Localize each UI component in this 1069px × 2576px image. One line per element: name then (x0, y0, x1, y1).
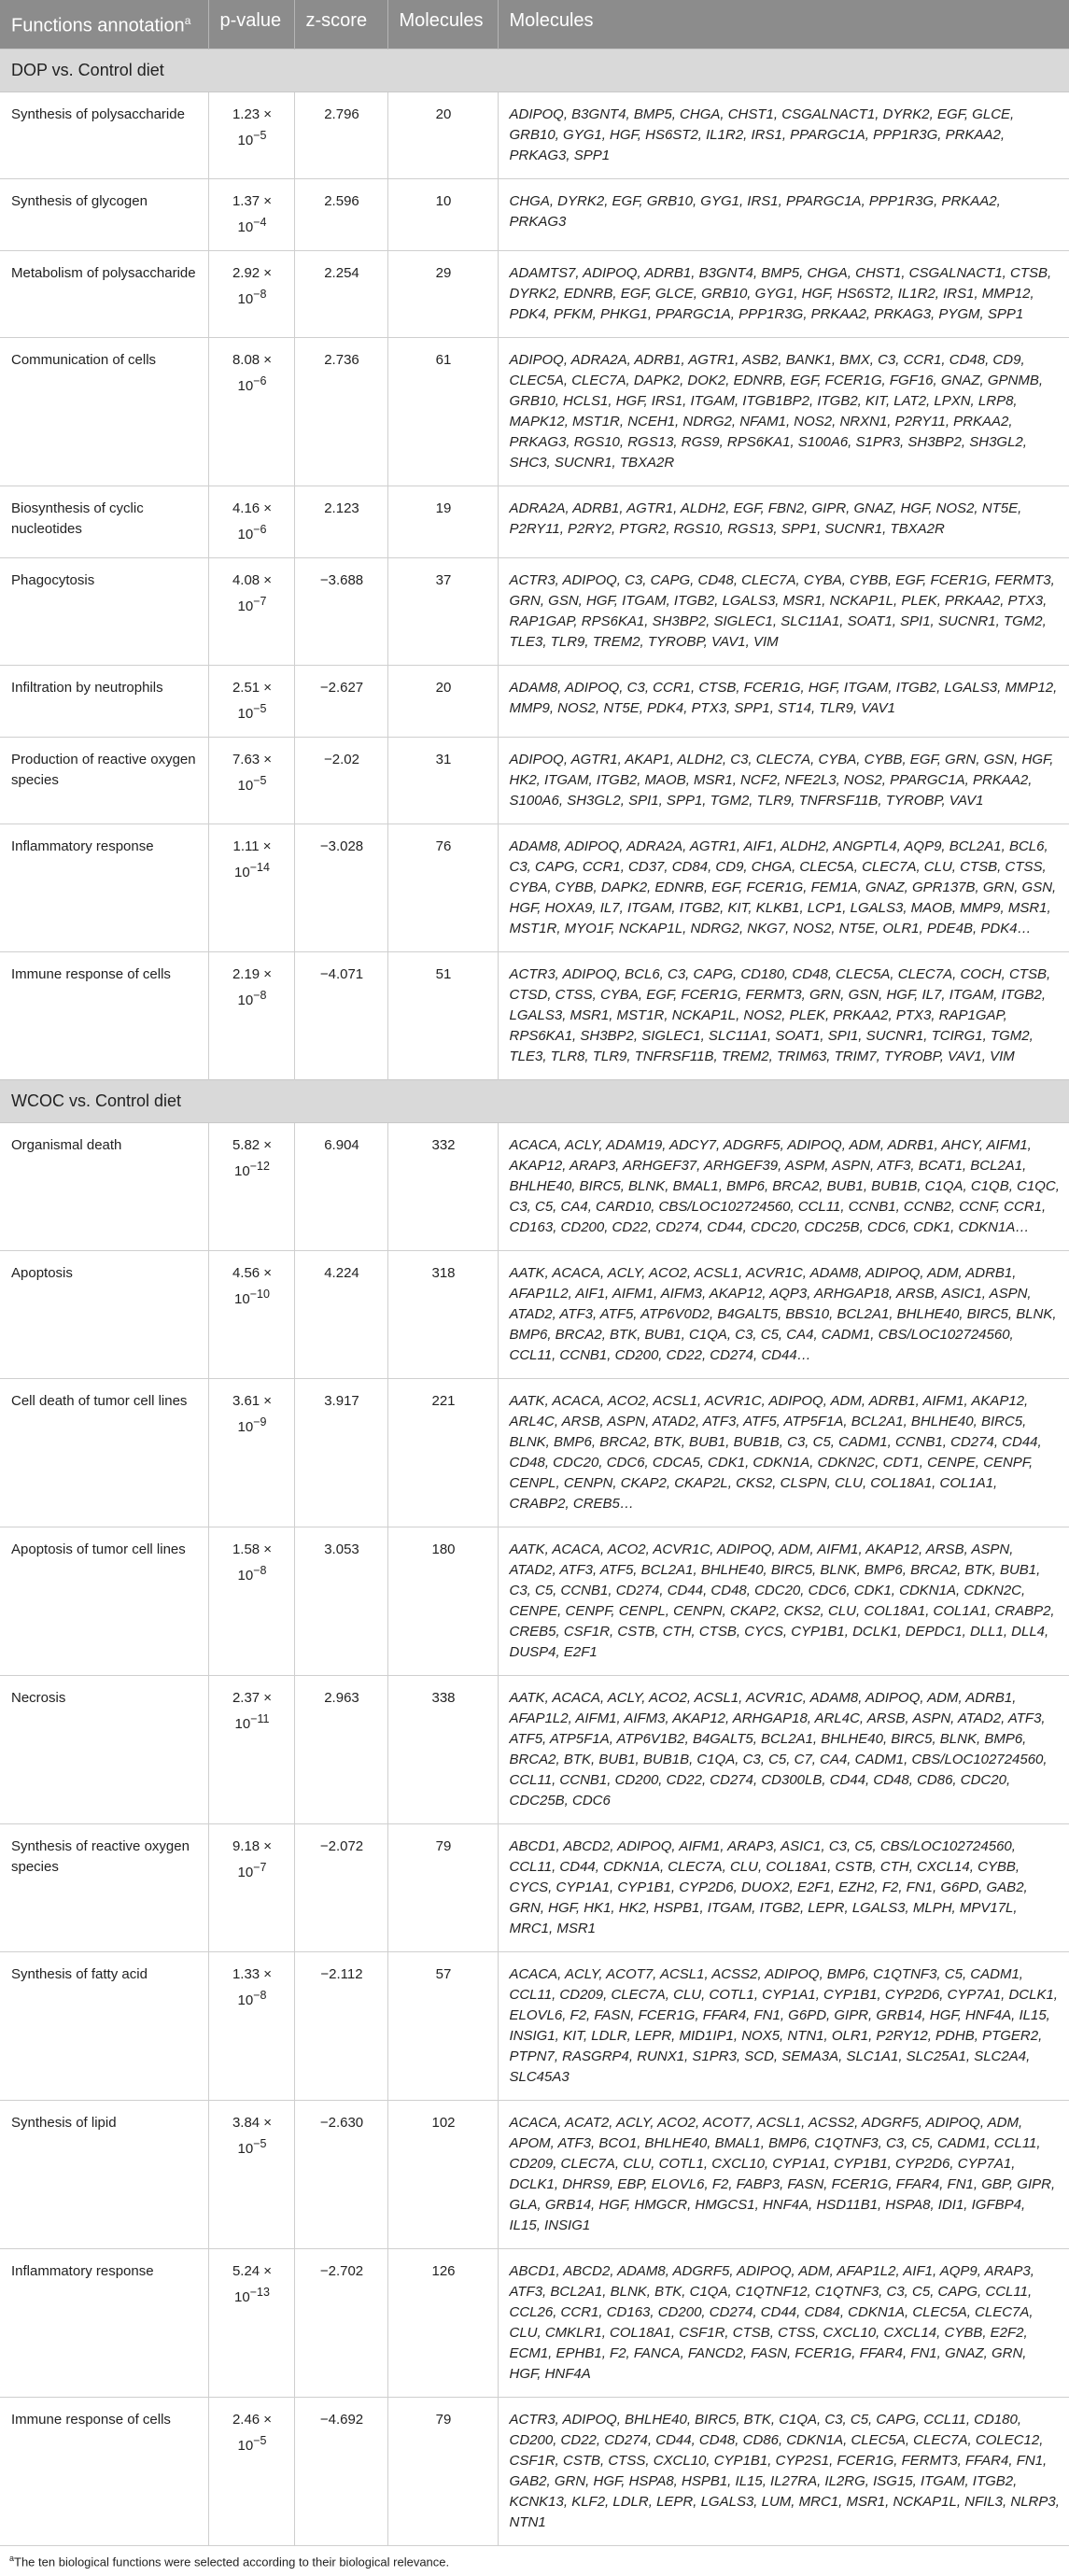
table-row (0, 1250, 1069, 1378)
p-value-exponent: −5 (253, 2433, 267, 2447)
z-score: 2.736 (294, 337, 387, 486)
molecule-list: ACTR3, ADIPOQ, BCL6, C3, CAPG, CD180, CD48, CLEC5A, CLEC7A, COCH, CTSB, CTSD, CTSS, CYBA, EGF, FCER1G, FERMT3, GRN, GSN, HGF, IL7, ITGAM, ITGB2, LGALS3, MSR1, MST1R, NCKAP1L, NOS2, PLEK, PRKAA2, PTX3, RAP1GAP, RPS6KA1, SH3BP2, SIGLEC1, SLC11A1, SOAT1, SPI1, SUCNR1, TCIRG1, TGM2, TLE3, TLR8, TLR9, TNFRSF11B, TREM2, TRIM63, TRIM7, TYROBP, VAV1, VIM (498, 951, 1069, 1079)
function-name: Synthesis of lipid (0, 2100, 208, 2248)
p-value (208, 1675, 294, 1823)
p-value (208, 178, 294, 250)
p-value-mantissa: 3.61 × 10 (232, 1392, 273, 1435)
function-name: Apoptosis (0, 1250, 208, 1378)
z-score: −2.630 (294, 2100, 387, 2248)
p-value-exponent: −12 (249, 1159, 270, 1173)
table-row (0, 91, 1069, 178)
p-value-mantissa: 1.23 × 10 (232, 106, 273, 148)
table-row (0, 1823, 1069, 1951)
p-value-mantissa: 2.19 × 10 (232, 965, 273, 1008)
molecule-count: 61 (387, 337, 498, 486)
p-value (208, 486, 294, 557)
table-row (0, 823, 1069, 951)
function-name: Phagocytosis (0, 557, 208, 665)
z-score: −3.688 (294, 557, 387, 665)
molecule-count: 10 (387, 178, 498, 250)
function-name: Production of reactive oxygen species (0, 737, 208, 823)
p-value-mantissa: 5.82 × 10 (232, 1136, 273, 1179)
z-score: 6.904 (294, 1122, 387, 1250)
molecule-list: ADIPOQ, B3GNT4, BMP5, CHGA, CHST1, CSGALNACT1, DYRK2, EGF, GLCE, GRB10, GYG1, HGF, HS6ST2, IL1R2, IRS1, PPARGC1A, PPP1R3G, PRKAA2, PRKAG3, SPP1 (498, 91, 1069, 178)
molecule-count: 20 (387, 91, 498, 178)
molecule-count: 57 (387, 1951, 498, 2100)
footnote-mark: a (9, 2553, 15, 2563)
p-value (208, 91, 294, 178)
molecule-list: ADAM8, ADIPOQ, ADRA2A, AGTR1, AIF1, ALDH2, ANGPTL4, AQP9, BCL2A1, BCL6, C3, CAPG, CCR1, CD37, CD84, CD9, CHGA, CLEC5A, CLEC7A, CLU, CTSB, CTSS, CYBA, CYBB, DAPK2, EDNRB, EGF, FCER1G, FEM1A, GNAZ, GPR137B, GRN, GSN, HGF, HOXA9, IL7, ITGAM, ITGB2, KIT, KLKB1, LCP1, LGALS3, MAOB, MMP9, MSR1, MST1R, MYO1F, NCKAP1L, NDRG2, NKG7, NOS2, NT5E, OLR1, PDE4B, PDK4… (498, 823, 1069, 951)
z-score: 3.053 (294, 1527, 387, 1675)
molecule-list: ACACA, ACAT2, ACLY, ACO2, ACOT7, ACSL1, ACSS2, ADGRF5, ADIPOQ, ADM, APOM, ATF3, BCO1, BHLHE40, BMAL1, BMP6, C1QTNF3, C3, C5, CADM1, CCL11, CD209, CLEC7A, CLU, COTL1, CXCL10, CYP1A1, CYP1B1, CYP2D6, CYP7A1, DCLK1, DHRS9, EBP, ELOVL6, F2, FABP3, FASN, FCER1G, FFAR4, FN1, GBP, GIPR, GLA, GRB14, HGF, HMGCR, HMGCS1, HNF4A, HSD11B1, HSPA8, IDI1, IGFBP4, IL15, INSIG1 (498, 2100, 1069, 2248)
p-value-mantissa: 1.58 × 10 (232, 1541, 273, 1584)
molecule-count: 19 (387, 486, 498, 557)
table-row (0, 250, 1069, 337)
z-score: 2.596 (294, 178, 387, 250)
p-value-exponent: −5 (253, 128, 267, 142)
table-body (0, 49, 1069, 2545)
p-value-exponent: −7 (253, 1860, 267, 1874)
table-row (0, 1675, 1069, 1823)
molecule-count: 102 (387, 2100, 498, 2248)
function-name: Inflammatory response (0, 823, 208, 951)
table-header (0, 0, 1069, 49)
z-score: −4.071 (294, 951, 387, 1079)
function-name: Synthesis of reactive oxygen species (0, 1823, 208, 1951)
molecule-list: ADIPOQ, AGTR1, AKAP1, ALDH2, C3, CLEC7A, CYBA, CYBB, EGF, GRN, GSN, HGF, HK2, ITGAM, ITGB2, MAOB, MSR1, NCF2, NFE2L3, NOS2, PPARGC1A, PRKAA2, S100A6, SH3GL2, SPI1, SPP1, TGM2, TLR9, TNFRSF11B, TYROBP, VAV1 (498, 737, 1069, 823)
p-value (208, 250, 294, 337)
p-value-mantissa: 2.51 × 10 (232, 679, 273, 722)
p-value-exponent: −10 (249, 1287, 270, 1301)
p-value-mantissa: 3.84 × 10 (232, 2114, 273, 2157)
header-footnote-mark: a (184, 14, 191, 27)
p-value-exponent: −5 (253, 773, 267, 787)
molecule-list: ABCD1, ABCD2, ADIPOQ, AIFM1, ARAP3, ASIC1, C3, C5, CBS/LOC102724560, CCL11, CD44, CDKN1A, CLEC7A, CLU, COL18A1, CSTB, CTH, CXCL14, CYBB, CYCS, CYP1A1, CYP1B1, CYP2D6, DUOX2, E2F1, EZH2, F2, FN1, G6PD, GAB2, GRN, HGF, HK1, HK2, HSPB1, ITGAM, ITGB2, LEPR, LGALS3, MLPH, MPV17L, MRC1, MSR1 (498, 1823, 1069, 1951)
molecule-count: 79 (387, 1823, 498, 1951)
molecule-list: ACTR3, ADIPOQ, C3, CAPG, CD48, CLEC7A, CYBA, CYBB, EGF, FCER1G, FERMT3, GRN, GSN, HGF, ITGAM, ITGB2, LGALS3, MSR1, NCKAP1L, PLEK, PRKAA2, PTX3, RAP1GAP, RPS6KA1, SH3BP2, SIGLEC1, SLC11A1, SOAT1, SPI1, SUCNR1, TGM2, TLE3, TLR9, TREM2, TYROBP, VAV1, VIM (498, 557, 1069, 665)
p-value-mantissa: 8.08 × 10 (232, 351, 273, 394)
molecule-list: ADRA2A, ADRB1, AGTR1, ALDH2, EGF, FBN2, GIPR, GNAZ, HGF, NOS2, NT5E, P2RY11, P2RY2, PTGR2, RGS10, RGS13, SPP1, SUCNR1, TBXA2R (498, 486, 1069, 557)
molecule-list: ADAM8, ADIPOQ, C3, CCR1, CTSB, FCER1G, HGF, ITGAM, ITGB2, LGALS3, MMP12, MMP9, NOS2, NT5E, PDK4, PTX3, SPP1, ST14, TLR9, VAV1 (498, 665, 1069, 737)
p-value-exponent: −8 (253, 1563, 267, 1577)
p-value-exponent: −13 (249, 2285, 270, 2299)
table-row (0, 178, 1069, 250)
header-pvalue: p-value (208, 0, 294, 49)
z-score: −2.627 (294, 665, 387, 737)
p-value (208, 951, 294, 1079)
group-row (0, 1079, 1069, 1122)
p-value-mantissa: 4.16 × 10 (232, 500, 273, 542)
p-value-mantissa: 4.56 × 10 (232, 1264, 273, 1307)
p-value (208, 1250, 294, 1378)
z-score: −3.028 (294, 823, 387, 951)
molecule-list: AATK, ACACA, ACLY, ACO2, ACSL1, ACVR1C, ADAM8, ADIPOQ, ADM, ADRB1, AFAP1L2, AIF1, AIFM1, AIFM3, AKAP12, AQP3, ARHGAP18, ARSB, ASIC1, ASPN, ATAD2, ATF3, ATF5, ATP6V0D2, B4GALT5, BBS10, BCL2A1, BHLHE40, BIRC5, BLNK, BMP6, BRCA2, BTK, BUB1, C1QA, C3, C5, CA4, CADM1, CBS/LOC102724560, CCL11, CCNB1, CD200, CD22, CD274, CD44… (498, 1250, 1069, 1378)
molecule-count: 332 (387, 1122, 498, 1250)
p-value-mantissa: 4.08 × 10 (232, 571, 273, 614)
p-value-exponent: −8 (253, 988, 267, 1002)
table-row (0, 486, 1069, 557)
group-label: WCOC vs. Control diet (0, 1079, 1069, 1122)
table-row (0, 951, 1069, 1079)
z-score: 2.963 (294, 1675, 387, 1823)
table-row (0, 2248, 1069, 2397)
molecule-list: ABCD1, ABCD2, ADAM8, ADGRF5, ADIPOQ, ADM, AFAP1L2, AIF1, AQP9, ARAP3, ATF3, BCL2A1, BLNK, BTK, C1QA, C1QTNF12, C1QTNF3, C3, C5, CAPG, CCL11, CCL26, CCR1, CD163, CD200, CD274, CD44, CD84, CDKN1A, CLEC5A, CLEC7A, CLU, CMKLR1, COL18A1, CSF1R, CTSB, CTSS, CXCL10, CXCL14, CYBB, E2F2, ECM1, EPHB1, F2, FANCA, FANCD2, FASN, FCER1G, FFAR4, FN1, GNAZ, GRN, HGF, HNF4A (498, 2248, 1069, 2397)
function-name: Metabolism of polysaccharide (0, 250, 208, 337)
table-row (0, 2397, 1069, 2545)
function-name: Synthesis of glycogen (0, 178, 208, 250)
table-row (0, 1378, 1069, 1527)
molecule-count: 338 (387, 1675, 498, 1823)
molecule-count: 79 (387, 2397, 498, 2545)
function-name: Synthesis of polysaccharide (0, 91, 208, 178)
p-value (208, 737, 294, 823)
p-value-exponent: −5 (253, 701, 267, 715)
molecule-count: 29 (387, 250, 498, 337)
molecule-list: ACTR3, ADIPOQ, BHLHE40, BIRC5, BTK, C1QA, C3, C5, CAPG, CCL11, CD180, CD200, CD22, CD274, CD44, CD48, CD86, CDKN1A, CLEC5A, CLEC7A, COLEC12, CSF1R, CSTB, CTSS, CXCL10, CYP1B1, CYP2S1, FCER1G, FERMT3, FFAR4, FN1, GAB2, GRN, HGF, HSPA8, HSPB1, IL15, IL27RA, IL2RG, ISG15, ITGAM, ITGB2, KCNK13, KLF2, LDLR, LEPR, LGALS3, LUM, MRC1, MSR1, NCKAP1L, NFIL3, NLRP3, NTN1 (498, 2397, 1069, 2545)
p-value-mantissa: 2.37 × 10 (232, 1689, 273, 1732)
function-name: Organismal death (0, 1122, 208, 1250)
header-molecules-list: Molecules (498, 0, 1069, 49)
table-row (0, 557, 1069, 665)
footnote (0, 2545, 1069, 2576)
p-value-mantissa: 7.63 × 10 (232, 751, 273, 794)
header-molecules-count: Molecules (387, 0, 498, 49)
table-row (0, 2100, 1069, 2248)
p-value (208, 1823, 294, 1951)
molecule-count: 221 (387, 1378, 498, 1527)
molecule-list: AATK, ACACA, ACO2, ACSL1, ACVR1C, ADIPOQ, ADM, ADRB1, AIFM1, AKAP12, ARL4C, ARSB, ASPN, ATAD2, ATF3, ATF5, ATP5F1A, BCL2A1, BHLHE40, BIRC5, BLNK, BMP6, BRCA2, BTK, BUB1, BUB1B, C3, C5, CADM1, CCNB1, CD274, CD44, CD48, CDC20, CDC6, CDCA5, CDK1, CDKN1A, CDKN2C, CDT1, CENPE, CENPF, CENPL, CENPN, CKAP2, CKAP2L, CKS2, CLSPN, CLU, COL18A1, COL1A1, CRABP2, CREB5… (498, 1378, 1069, 1527)
p-value (208, 1122, 294, 1250)
z-score: 2.123 (294, 486, 387, 557)
p-value-exponent: −4 (253, 215, 267, 229)
function-name: Communication of cells (0, 337, 208, 486)
molecule-list: ACACA, ACLY, ACOT7, ACSL1, ACSS2, ADIPOQ, BMP6, C1QTNF3, C5, CADM1, CCL11, CD209, CLEC7A, CLU, COTL1, CYP1A1, CYP1B1, CYP2D6, CYP7A1, DCLK1, ELOVL6, F2, FASN, FCER1G, FFAR4, FN1, G6PD, GIPR, GRB14, HGF, HNF4A, IL15, INSIG1, KIT, LDLR, LEPR, MID1IP1, NOX5, NTN1, OLR1, P2RY12, PDHB, PTGER2, PTPN7, RASGRP4, RUNX1, S1PR3, SCD, SEMA3A, SLC1A1, SLC25A1, SLC2A4, SLC45A3 (498, 1951, 1069, 2100)
function-name: Immune response of cells (0, 2397, 208, 2545)
z-score: −4.692 (294, 2397, 387, 2545)
p-value-mantissa: 1.37 × 10 (232, 192, 273, 235)
molecule-list: ADIPOQ, ADRA2A, ADRB1, AGTR1, ASB2, BANK1, BMX, C3, CCR1, CD48, CD9, CLEC5A, CLEC7A, DAPK2, DOK2, EDNRB, EGF, FCER1G, FGF16, GNAZ, GPNMB, GRB10, HCLS1, HGF, IRS1, ITGAM, ITGB1BP2, ITGB2, KIT, LAT2, LPXN, LRP8, MAPK12, MST1R, NCEH1, NDRG2, NFAM1, NOS2, NRXN1, P2RY11, PRKAA2, PRKAG3, RGS10, RGS13, RGS9, RPS6KA1, S100A6, S1PR3, SH3BP2, SH3GL2, SHC3, SUCNR1, TBXA2R (498, 337, 1069, 486)
p-value-mantissa: 5.24 × 10 (232, 2262, 273, 2305)
z-score: 4.224 (294, 1250, 387, 1378)
molecule-count: 76 (387, 823, 498, 951)
p-value-exponent: −11 (250, 1711, 270, 1725)
z-score: −2.072 (294, 1823, 387, 1951)
function-name: Inflammatory response (0, 2248, 208, 2397)
function-name: Cell death of tumor cell lines (0, 1378, 208, 1527)
p-value-exponent: −7 (253, 594, 267, 608)
p-value-mantissa: 2.46 × 10 (232, 2411, 273, 2454)
molecule-count: 318 (387, 1250, 498, 1378)
table-row (0, 1122, 1069, 1250)
molecule-count: 126 (387, 2248, 498, 2397)
header-functions: Functions annotation$^a$ (0, 0, 208, 49)
p-value-exponent: −8 (253, 287, 267, 301)
p-value (208, 1378, 294, 1527)
p-value-exponent: −6 (253, 373, 267, 387)
table-row (0, 737, 1069, 823)
p-value-exponent: −6 (253, 522, 267, 536)
p-value (208, 665, 294, 737)
p-value (208, 1527, 294, 1675)
molecule-list: ACACA, ACLY, ADAM19, ADCY7, ADGRF5, ADIPOQ, ADM, ADRB1, AHCY, AIFM1, AKAP12, ARAP3, ARHGEF37, ARHGEF39, ASPM, ASPN, ATF3, BCAT1, BCL2A1, BHLHE40, BIRC5, BLNK, BMAL1, BMP6, BRCA2, BUB1, BUB1B, C1QA, C1QB, C1QC, C3, C5, CA4, CARD10, CBS/LOC102724560, CCL11, CCNB1, CCNB2, CCNF, CCR1, CD163, CD200, CD22, CD274, CD44, CDC20, CDC25B, CDC6, CDK1, CDKN1A… (498, 1122, 1069, 1250)
z-score: −2.112 (294, 1951, 387, 2100)
z-score: 2.796 (294, 91, 387, 178)
molecule-count: 37 (387, 557, 498, 665)
function-name: Apoptosis of tumor cell lines (0, 1527, 208, 1675)
molecule-count: 180 (387, 1527, 498, 1675)
p-value-exponent: −14 (249, 860, 270, 874)
molecule-list: CHGA, DYRK2, EGF, GRB10, GYG1, IRS1, PPARGC1A, PPP1R3G, PRKAA2, PRKAG3 (498, 178, 1069, 250)
p-value-mantissa: 2.92 × 10 (232, 264, 273, 307)
p-value (208, 2248, 294, 2397)
z-score: −2.702 (294, 2248, 387, 2397)
table-row (0, 665, 1069, 737)
table-row (0, 1951, 1069, 2100)
function-name: Necrosis (0, 1675, 208, 1823)
table-row (0, 337, 1069, 486)
z-score: 3.917 (294, 1378, 387, 1527)
p-value (208, 557, 294, 665)
header-zscore: z-score (294, 0, 387, 49)
molecule-list: AATK, ACACA, ACO2, ACVR1C, ADIPOQ, ADM, AIFM1, AKAP12, ARSB, ASPN, ATAD2, ATF3, ATF5, BCL2A1, BHLHE40, BIRC5, BLNK, BMP6, BRCA2, BTK, BUB1, C3, C5, CCNB1, CD274, CD44, CD48, CDC20, CDC6, CDK1, CDKN1A, CDKN2C, CENPE, CENPF, CENPL, CENPN, CKAP2, CKS2, CLU, COL18A1, COL1A1, CRABP2, CREB5, CSF1R, CSTB, CTH, CTSB, CYCS, CYP1B1, DCLK1, DEPDC1, DLL1, DLL4, DUSP4, E2F1 (498, 1527, 1069, 1675)
footnote-text: The ten biological functions were selected according to their biological relevance. (14, 2554, 450, 2569)
p-value-mantissa: 9.18 × 10 (232, 1837, 273, 1880)
group-row (0, 49, 1069, 91)
p-value-mantissa: 1.33 × 10 (232, 1965, 273, 2008)
p-value (208, 1951, 294, 2100)
molecule-count: 51 (387, 951, 498, 1079)
p-value-exponent: −9 (253, 1415, 267, 1429)
z-score: −2.02 (294, 737, 387, 823)
function-name: Biosynthesis of cyclic nucleotides (0, 486, 208, 557)
function-name: Immune response of cells (0, 951, 208, 1079)
z-score: 2.254 (294, 250, 387, 337)
molecule-list: AATK, ACACA, ACLY, ACO2, ACSL1, ACVR1C, ADAM8, ADIPOQ, ADM, ADRB1, AFAP1L2, AIFM1, AIFM3, AKAP12, ARHGAP18, ARL4C, ARSB, ASPN, ATAD2, ATF3, ATF5, ATP5F1A, ATP6V1B2, B4GALT5, BCL2A1, BHLHE40, BIRC5, BLNK, BMP6, BRCA2, BTK, BUB1, BUB1B, C1QA, C3, C5, C7, CA4, CADM1, CBS/LOC102724560, CCL11, CCNB1, CD200, CD22, CD274, CD300LB, CD44, CD48, CD86, CDC20, CDC25B, CDC6 (498, 1675, 1069, 1823)
p-value (208, 337, 294, 486)
p-value-exponent: −8 (253, 1988, 267, 2002)
p-value-mantissa: 1.11 × 10 (232, 838, 272, 880)
function-name: Infiltration by neutrophils (0, 665, 208, 737)
molecule-count: 20 (387, 665, 498, 737)
function-name: Synthesis of fatty acid (0, 1951, 208, 2100)
p-value (208, 823, 294, 951)
p-value (208, 2100, 294, 2248)
p-value-exponent: −5 (253, 2136, 267, 2150)
p-value (208, 2397, 294, 2545)
group-label: DOP vs. Control diet (0, 49, 1069, 91)
molecule-list: ADAMTS7, ADIPOQ, ADRB1, B3GNT4, BMP5, CHGA, CHST1, CSGALNACT1, CTSB, DYRK2, EDNRB, EGF, GLCE, GRB10, GYG1, HGF, HS6ST2, IL1R2, IRS1, MMP12, PDK4, PFKM, PHKG1, PPARGC1A, PPP1R3G, PRKAA2, PRKAG3, PYGM, SPP1 (498, 250, 1069, 337)
molecule-count: 31 (387, 737, 498, 823)
table-row (0, 1527, 1069, 1675)
